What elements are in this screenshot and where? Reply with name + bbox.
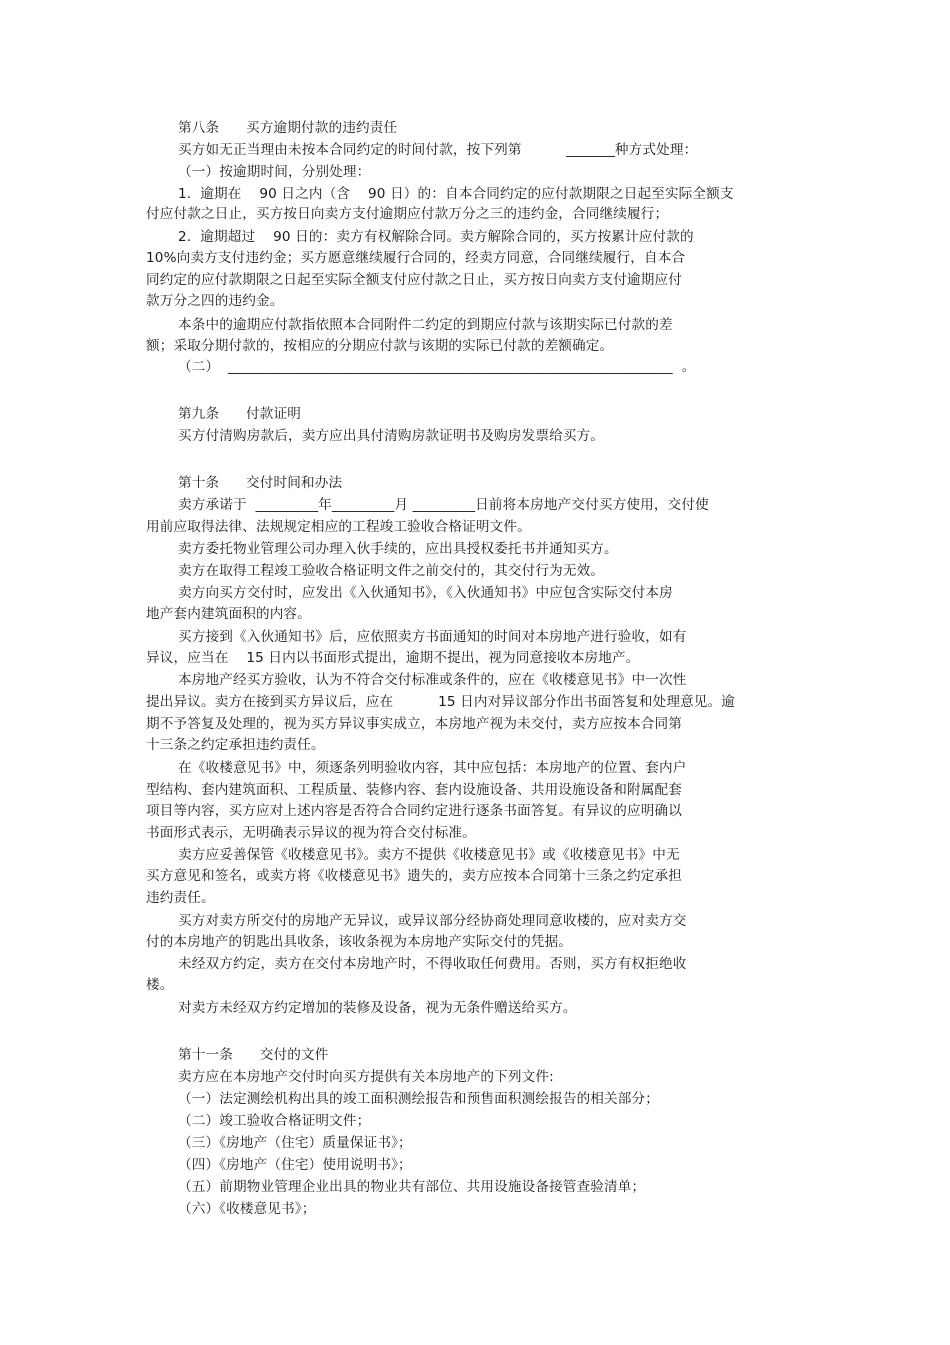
paragraph-line: 地产套内建筑面积的内容。 bbox=[146, 606, 311, 622]
paragraph-line: 买方如无正当理由未按本合同约定的时间付款，按下列第 _______种方式处理： bbox=[178, 142, 698, 158]
paragraph-line: 楼。 bbox=[146, 977, 174, 993]
paragraph-line: 本房地产经买方验收，认为不符合交付标准或条件的，应在《收楼意见书》中一次性 bbox=[178, 672, 687, 688]
paragraph-line: 买方对卖方所交付的房地产无异议，或异议部分经协商处理同意收楼的，应对卖方交 bbox=[178, 913, 687, 929]
list-item: （四）《房地产（住宅）使用说明书》； bbox=[178, 1157, 412, 1173]
paragraph-line: 异议，应当在 15 日内以书面形式提出，逾期不提出，视为同意接收本房地产。 bbox=[146, 650, 640, 666]
paragraph-line: 额；采取分期付款的，按相应的分期应付款与该期的实际已付款的差额确定。 bbox=[146, 338, 614, 354]
article-11-heading: 第十一条 交付的文件 bbox=[178, 1047, 329, 1063]
article-9-heading: 第九条 付款证明 bbox=[178, 406, 302, 422]
article-8-heading: 第八条 买方逾期付款的违约责任 bbox=[178, 120, 398, 136]
paragraph-line: 买方意见和签名，或卖方将《收楼意见书》遗失的，卖方应按本合同第十三条之约定承担 bbox=[146, 868, 683, 884]
paragraph-line: 项目等内容，买方应对上述内容是否符合合同约定进行逐条书面答复。有异议的应明确以 bbox=[146, 803, 683, 819]
paragraph-line: 1. 逾期在 90 日之内（含 90 日）的：自本合同约定的应付款期限之日起至实际全额支 bbox=[178, 186, 734, 202]
paragraph-line: （二） ________________________________________________________________ 。 bbox=[178, 359, 696, 375]
paragraph-line: 期不予答复及处理的，视为买方异议事实成立，本房地产视为未交付，卖方应按本合同第 bbox=[146, 716, 683, 732]
paragraph-line: 2. 逾期超过 90 日的：卖方有权解除合同。卖方解除合同的，买方按累计应付款的 bbox=[178, 229, 694, 245]
list-item: （一）法定测绘机构出具的竣工面积测绘报告和预售面积测绘报告的相关部分； bbox=[178, 1091, 660, 1107]
paragraph-line: 同约定的应付款期限之日起至实际全额支付应付款之日止，买方按日向卖方支付逾期应付 bbox=[146, 272, 683, 288]
paragraph-line: 违约责任。 bbox=[146, 890, 215, 906]
list-item: （五）前期物业管理企业出具的物业共有部位、共用设施设备接管查验清单； bbox=[178, 1179, 646, 1195]
paragraph-line: 型结构、套内建筑面积、工程质量、装修内容、套内设施设备、共用设施设备和附属配套 bbox=[146, 782, 683, 798]
paragraph-line: 买方接到《入伙通知书》后，应依照卖方书面通知的时间对本房地产进行验收，如有 bbox=[178, 629, 687, 645]
paragraph-line: 本条中的逾期应付款指依照本合同附件二约定的到期应付款与该期实际已付款的差 bbox=[178, 317, 673, 333]
paragraph-line: 卖方承诺于 _________年_________月 _________日前将本房地产交付买方使用，交付使 bbox=[178, 497, 709, 513]
list-item: （二）竣工验收合格证明文件； bbox=[178, 1113, 371, 1129]
paragraph-line: 卖方向买方交付时，应发出《入伙通知书》，《入伙通知书》中应包含实际交付本房 bbox=[178, 585, 673, 601]
paragraph-line: 卖方在取得工程竣工验收合格证明文件之前交付的，其交付行为无效。 bbox=[178, 563, 605, 579]
paragraph-line: 卖方应在本房地产交付时向买方提供有关本房地产的下列文件: bbox=[178, 1069, 554, 1085]
paragraph-line: 未经双方约定，卖方在交付本房地产时，不得收取任何费用。否则，买方有权拒绝收 bbox=[178, 956, 687, 972]
paragraph-line: 付应付款之日止，买方按日向卖方支付逾期应付款万分之三的违约金，合同继续履行； bbox=[146, 206, 669, 222]
paragraph-line: （一）按逾期时间，分别处理： bbox=[178, 164, 371, 180]
paragraph-line: 用前应取得法律、法规规定相应的工程竣工验收合格证明文件。 bbox=[146, 519, 531, 535]
paragraph-line: 卖方委托物业管理公司办理入伙手续的，应出具授权委托书并通知买方。 bbox=[178, 541, 618, 557]
paragraph-line: 对卖方未经双方约定增加的装修及设备，视为无条件赠送给买方。 bbox=[178, 1000, 577, 1016]
paragraph-line: 提出异议。卖方在接到买方异议后，应在 15 日内对异议部分作出书面答复和处理意见。逾 bbox=[146, 694, 736, 710]
list-item: （三）《房地产（住宅）质量保证书》； bbox=[178, 1135, 412, 1151]
paragraph-line: 在《收楼意见书》中，须逐条列明验收内容，其中应包括：本房地产的位置、套内户 bbox=[178, 760, 687, 776]
paragraph-line: 十三条之约定承担违约责任。 bbox=[146, 737, 325, 753]
paragraph-line: 买方付清购房款后，卖方应出具付清购房款证明书及购房发票给买方。 bbox=[178, 428, 605, 444]
paragraph-line: 10%向卖方支付违约金；买方愿意继续履行合同的，经卖方同意，合同继续履行，自本合 bbox=[146, 250, 686, 266]
paragraph-line: 卖方应妥善保管《收楼意见书》。卖方不提供《收楼意见书》或《收楼意见书》中无 bbox=[178, 847, 680, 863]
paragraph-line: 付的本房地产的钥匙出具收条，该收条视为本房地产实际交付的凭据。 bbox=[146, 934, 573, 950]
article-10-heading: 第十条 交付时间和办法 bbox=[178, 475, 343, 491]
paragraph-line: 书面形式表示，无明确表示异议的视为符合交付标准。 bbox=[146, 825, 476, 841]
list-item: （六）《收楼意见书》； bbox=[178, 1201, 316, 1217]
paragraph-line: 款万分之四的违约金。 bbox=[146, 293, 284, 309]
